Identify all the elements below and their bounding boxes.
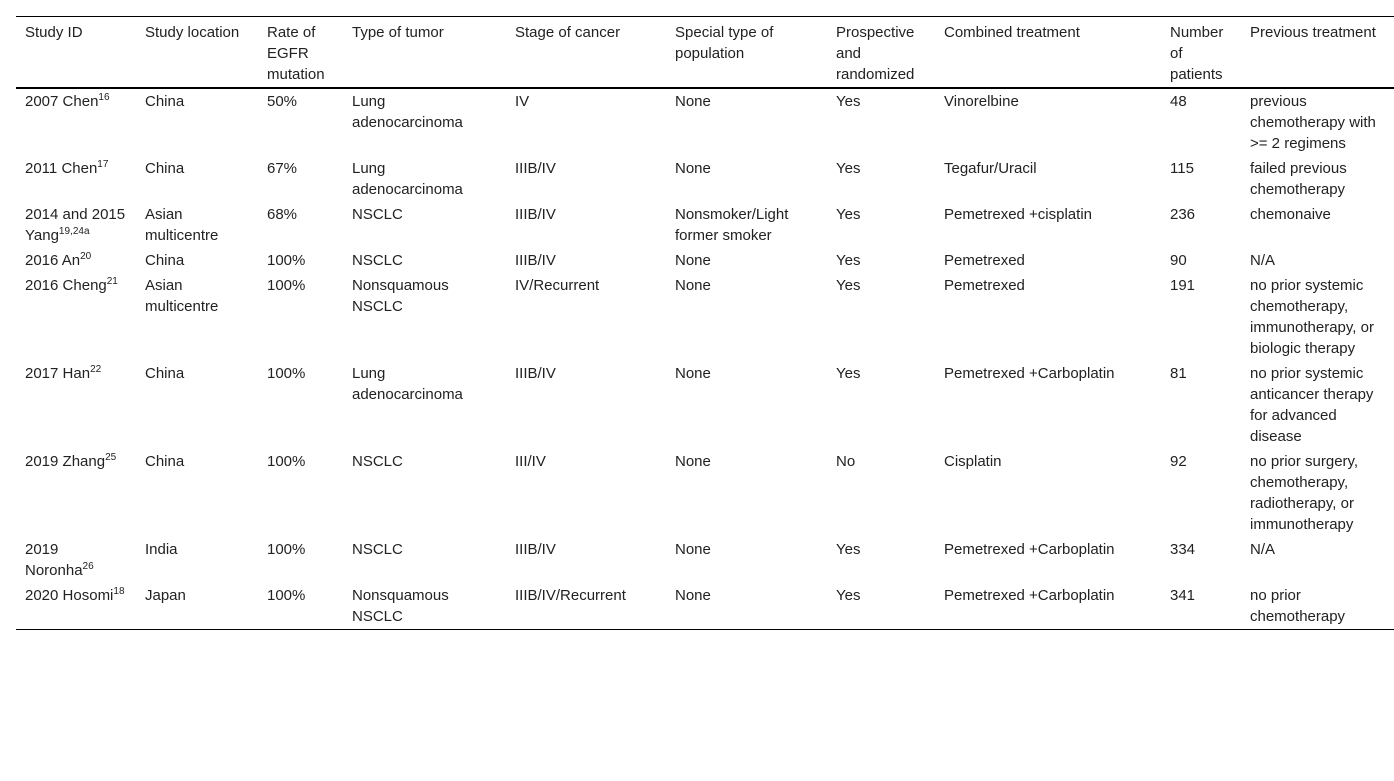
table-row bbox=[16, 88, 1394, 156]
study-year: 2020 bbox=[25, 587, 59, 604]
study-reference: 26 bbox=[82, 561, 94, 572]
cell-location: China bbox=[145, 160, 185, 177]
cell-location: China bbox=[145, 93, 185, 110]
study-reference: 17 bbox=[97, 159, 109, 170]
cell-prospective: Yes bbox=[836, 93, 861, 110]
header-combined-treatment: Combined treatment bbox=[944, 24, 1080, 41]
study-year: 2011 bbox=[25, 160, 58, 177]
cell-location: India bbox=[145, 541, 178, 558]
study-author: Noronha bbox=[25, 562, 83, 579]
table-row bbox=[16, 361, 1394, 449]
cell-prospective: Yes bbox=[836, 541, 861, 558]
study-author: Cheng bbox=[62, 277, 107, 294]
study-author: An bbox=[61, 252, 81, 269]
study-reference: 16 bbox=[98, 92, 110, 103]
cell-previous-treatment: no prior systemic anticancer therapy for advanced disease bbox=[1250, 365, 1374, 445]
cell-egfr-rate: 100% bbox=[267, 277, 306, 294]
cell-treatment: Tegafur/Uracil bbox=[944, 160, 1037, 177]
cell-study-id bbox=[16, 248, 136, 273]
cell-egfr-rate: 100% bbox=[267, 453, 306, 470]
cell-previous-treatment: N/A bbox=[1250, 252, 1276, 269]
study-reference: 18 bbox=[113, 586, 125, 597]
study-year: 2007 bbox=[25, 93, 59, 110]
cell-study-id bbox=[16, 202, 136, 248]
cell-egfr-rate: 100% bbox=[267, 365, 306, 382]
cell-population: None bbox=[675, 541, 711, 558]
cell-tumor-type: Lung adenocarcinoma bbox=[352, 365, 463, 403]
cell-tumor-type: Nonsquamous NSCLC bbox=[352, 587, 449, 625]
cell-study-id bbox=[16, 361, 136, 449]
cell-prospective: Yes bbox=[836, 206, 861, 223]
cell-tumor-type: NSCLC bbox=[352, 453, 403, 470]
cell-location: Asian multicentre bbox=[145, 277, 219, 315]
cell-location: China bbox=[145, 252, 185, 269]
cell-population: Nonsmoker/Light former smoker bbox=[675, 206, 789, 244]
table-row bbox=[16, 449, 1394, 537]
cell-location: Asian multicentre bbox=[145, 206, 219, 244]
study-author: Yang bbox=[25, 227, 59, 244]
cell-population: None bbox=[675, 453, 711, 470]
cell-patients: 92 bbox=[1170, 453, 1187, 470]
study-author: Hosomi bbox=[62, 587, 114, 604]
study-year: 2017 bbox=[25, 365, 59, 382]
cell-population: None bbox=[675, 587, 711, 604]
cell-tumor-type: NSCLC bbox=[352, 206, 403, 223]
cell-study-id bbox=[16, 273, 136, 361]
cell-treatment: Cisplatin bbox=[944, 453, 1002, 470]
cell-treatment: Pemetrexed +Carboplatin bbox=[944, 541, 1115, 558]
cell-previous-treatment: no prior surgery, chemotherapy, radiotherapy, or immunotherapy bbox=[1250, 453, 1359, 533]
header-patient-count: Number of patients bbox=[1170, 24, 1224, 83]
cell-egfr-rate: 100% bbox=[267, 252, 306, 269]
cell-study-id bbox=[16, 583, 136, 630]
cell-population: None bbox=[675, 277, 711, 294]
cell-location: China bbox=[145, 453, 185, 470]
study-reference: 21 bbox=[106, 276, 118, 287]
study-year: 2019 bbox=[25, 453, 59, 470]
cell-population: None bbox=[675, 160, 711, 177]
cell-patients: 236 bbox=[1170, 206, 1196, 223]
cell-prospective: Yes bbox=[836, 252, 861, 269]
cell-stage: IIIB/IV bbox=[515, 541, 556, 558]
header-egfr-rate: Rate of EGFR mutation bbox=[267, 24, 325, 83]
study-reference: 19,24a bbox=[58, 226, 90, 237]
cell-tumor-type: NSCLC bbox=[352, 252, 403, 269]
table-header bbox=[16, 17, 1394, 89]
cell-prospective: Yes bbox=[836, 160, 861, 177]
cell-study-id bbox=[16, 537, 136, 583]
studies-table bbox=[16, 16, 1394, 630]
header-population: Special type of population bbox=[675, 24, 774, 62]
cell-egfr-rate: 67% bbox=[267, 160, 298, 177]
study-reference: 20 bbox=[80, 251, 92, 262]
cell-study-id bbox=[16, 88, 136, 156]
cell-location: Japan bbox=[145, 587, 186, 604]
cell-location: China bbox=[145, 365, 185, 382]
cell-stage: IIIB/IV bbox=[515, 365, 556, 382]
cell-population: None bbox=[675, 365, 711, 382]
study-reference: 25 bbox=[105, 452, 117, 463]
cell-patients: 90 bbox=[1170, 252, 1187, 269]
cell-prospective: Yes bbox=[836, 277, 861, 294]
cell-egfr-rate: 50% bbox=[267, 93, 298, 110]
table-body bbox=[16, 88, 1394, 630]
cell-previous-treatment: failed previous chemotherapy bbox=[1250, 160, 1347, 198]
header-tumor-type: Type of tumor bbox=[352, 24, 444, 41]
cell-treatment: Pemetrexed bbox=[944, 277, 1025, 294]
table-row bbox=[16, 537, 1394, 583]
study-author: Chen bbox=[62, 93, 99, 110]
cell-patients: 81 bbox=[1170, 365, 1187, 382]
cell-study-id bbox=[16, 449, 136, 537]
cell-previous-treatment: chemonaive bbox=[1250, 206, 1331, 223]
cell-tumor-type: Nonsquamous NSCLC bbox=[352, 277, 449, 315]
cell-treatment: Pemetrexed +Carboplatin bbox=[944, 365, 1115, 382]
cell-egfr-rate: 100% bbox=[267, 541, 306, 558]
cell-egfr-rate: 68% bbox=[267, 206, 298, 223]
cell-tumor-type: NSCLC bbox=[352, 541, 403, 558]
header-previous-treatment: Previous treatment bbox=[1250, 24, 1376, 41]
table-row bbox=[16, 156, 1394, 202]
cell-patients: 334 bbox=[1170, 541, 1196, 558]
cell-treatment: Pemetrexed +cisplatin bbox=[944, 206, 1092, 223]
cell-stage: IIIB/IV bbox=[515, 206, 556, 223]
study-year: 2016 bbox=[25, 252, 59, 269]
cell-previous-treatment: no prior systemic chemotherapy, immunotherapy, or biologic therapy bbox=[1250, 277, 1374, 357]
cell-patients: 191 bbox=[1170, 277, 1196, 294]
cell-stage: III/IV bbox=[515, 453, 546, 470]
cell-patients: 341 bbox=[1170, 587, 1196, 604]
study-author: Zhang bbox=[62, 453, 106, 470]
study-reference: 22 bbox=[90, 364, 102, 375]
study-year: 2019 bbox=[25, 541, 59, 558]
cell-previous-treatment: N/A bbox=[1250, 541, 1276, 558]
table-row bbox=[16, 202, 1394, 248]
cell-egfr-rate: 100% bbox=[267, 587, 306, 604]
study-author: Chen bbox=[61, 160, 98, 177]
table-row bbox=[16, 273, 1394, 361]
header-study-id: Study ID bbox=[25, 24, 83, 41]
cell-stage: IV/Recurrent bbox=[515, 277, 600, 294]
cell-stage: IV bbox=[515, 93, 530, 110]
cell-previous-treatment: previous chemotherapy with >= 2 regimens bbox=[1250, 93, 1376, 152]
table-row bbox=[16, 248, 1394, 273]
header-prospective: Prospective and randomized bbox=[836, 24, 915, 83]
cell-tumor-type: Lung adenocarcinoma bbox=[352, 160, 463, 198]
cell-stage: IIIB/IV/Recurrent bbox=[515, 587, 626, 604]
cell-population: None bbox=[675, 93, 711, 110]
cell-patients: 48 bbox=[1170, 93, 1187, 110]
cell-treatment: Vinorelbine bbox=[944, 93, 1019, 110]
table-row bbox=[16, 583, 1394, 630]
cell-population: None bbox=[675, 252, 711, 269]
cell-patients: 115 bbox=[1170, 160, 1194, 177]
header-row bbox=[16, 17, 1394, 89]
cell-prospective: No bbox=[836, 453, 856, 470]
cell-prospective: Yes bbox=[836, 587, 861, 604]
study-author: Han bbox=[62, 365, 91, 382]
cell-previous-treatment: no prior chemotherapy bbox=[1250, 587, 1346, 625]
cell-stage: IIIB/IV bbox=[515, 160, 556, 177]
study-year: 2016 bbox=[25, 277, 59, 294]
cell-prospective: Yes bbox=[836, 365, 861, 382]
cell-tumor-type: Lung adenocarcinoma bbox=[352, 93, 463, 131]
study-year: 2014 and 2015 bbox=[25, 206, 126, 223]
header-study-location: Study location bbox=[145, 24, 240, 41]
cell-treatment: Pemetrexed +Carboplatin bbox=[944, 587, 1115, 604]
cell-stage: IIIB/IV bbox=[515, 252, 556, 269]
cell-study-id bbox=[16, 156, 136, 202]
cell-treatment: Pemetrexed bbox=[944, 252, 1025, 269]
header-cancer-stage: Stage of cancer bbox=[515, 24, 621, 41]
studies-table-container bbox=[16, 16, 1394, 630]
